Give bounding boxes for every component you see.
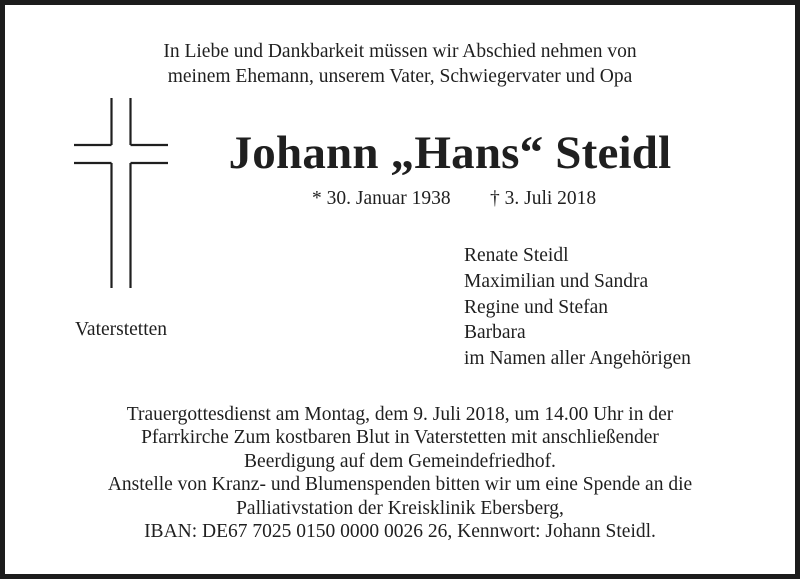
service-line: Anstelle von Kranz- und Blumenspenden bitten wir um eine Spende an die xyxy=(107,474,693,496)
service-line: Trauergottesdienst am Montag, dem 9. Juli 2018, um 14.00 Uhr in der xyxy=(126,404,674,425)
cross-icon xyxy=(73,97,169,289)
intro-line: meinem Ehemann, unserem Vater, Schwiegervater und Opa xyxy=(167,66,633,87)
service-line: Pfarrkirche Zum kostbaren Blut in Vaterstetten mit anschließender xyxy=(141,427,659,449)
mourner-line: Barbara xyxy=(464,322,526,344)
intro-line: In Liebe und Dankbarkeit müssen wir Abschied nehmen von xyxy=(163,41,637,62)
service-line: Beerdigung auf dem Gemeindefriedhof. xyxy=(244,450,556,472)
mourner-line: Regine und Stefan xyxy=(464,296,609,318)
intro-text xyxy=(5,39,795,89)
service-information xyxy=(5,403,795,543)
service-line: Palliativstation der Kreisklinik Ebersberg, xyxy=(236,497,564,519)
deceased-name: Johann „Hans“ Steidl xyxy=(228,127,672,179)
birth-date: * 30. Januar 1938 xyxy=(312,188,451,209)
mourner-line: Renate Steidl xyxy=(464,245,569,266)
mourner-line: Maximilian und Sandra xyxy=(464,270,649,292)
service-line: IBAN: DE67 7025 0150 0000 0026 26, Kennwort: Johann Steidl. xyxy=(144,521,656,543)
mourners-list xyxy=(464,243,691,372)
death-date: † 3. Juli 2018 xyxy=(490,188,597,209)
mourner-line: im Namen aller Angehörigen xyxy=(464,348,691,370)
place-name: Vaterstetten xyxy=(75,319,168,340)
